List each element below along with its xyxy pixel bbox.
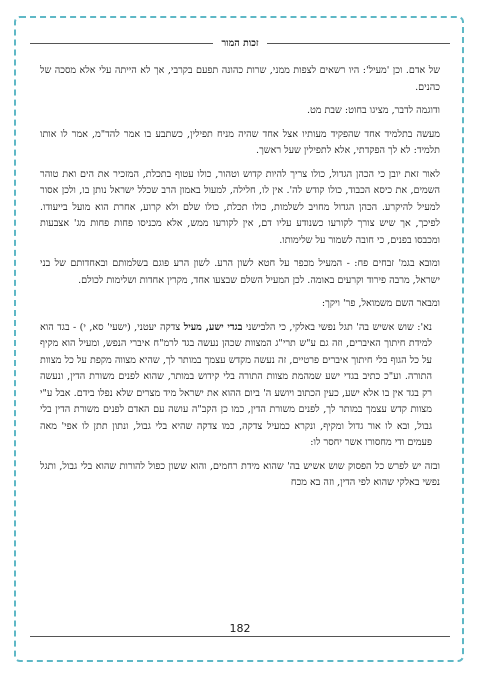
page-number: 182	[229, 622, 251, 635]
quote-bold-phrase: בגדי ישע, מעיל	[183, 321, 243, 333]
footer-rule	[30, 636, 450, 637]
quote-block	[40, 320, 440, 452]
paragraph: ודוגמה לדבר, מציגו בחוט: שבת מט.	[306, 105, 440, 116]
paragraph: מעשה בתלמיד אחד שהפקיד מעותיו אצל אחד שהיה מניח תפילין, כשתבע בו אמר להד"מ, אמר לו אותו תלמיד: לא לך הפקדתי, אלא לתפילין שעל ראשך.	[40, 128, 440, 156]
paragraph: של אדם. וכן 'מעיל': היו רשאים לצפות ממני, שרות כהונה תפעם בקרבי, אך לא הייתה עלי אלא מסכה של כהנים.	[40, 65, 440, 93]
paragraph: לאור זאת יובן כי הכהן הגדול, כולו צריך להיות קדוש וטהור, כולו עטוף בתכלת, המזכיר את הים ואת טוהר השמים, את כיסא הכבוד, כולו קודש לה'. אין לו, חלילה, למעול באמון הרב שכלל ישראל נותן בו, ולכן אסור למעיל להיקרע. הכהן הגדול מחויב לשלמות, כולו תכלת, כולו שלם ולא קרוע, אחרת הוא מועל בייעודו. לפיכך, אך שיש צורך לקורעו כשנודע עליו דם, אין לקורעו ממש, אלא מכניסו פחות פחות מג' אצבעות ומכבסו בפנים, כי חובה לשמור על שלימותו.	[40, 168, 440, 246]
running-title: זכות המור	[221, 37, 259, 49]
quote-rest: צדקה יעטני, (ישעי' סא, י) - בגד הוא למידת חיתוך האיברים, וזה גם ע"ש תרי"ג המצוות שכהן נעשה בגד לרמ"ח איברי הנפש, ומעיל הוא מקיף על כל הגוף בלי חיתוך איברים פרטיים, זה נעשה מקדש עצמך במותר לך, שהיא מצווה מקפת על כל מצוות התורה. וע"כ כתיב בגדי ישע שמהמת מצוות התורה בלי קידוש במותר, שהוא לפנים משורת הדין, ונעשה רק בגד אין בו אלא ישע, כעין הכתוב ויושע ה' ביום ההוא את ישראל מיד מצרים שלא נפלו בידם. אבל ע"י מצוות קדש עצמך במותר לך, לפנים משורת הדין, כמו כן הקב"ה עושה עם האדם לפנים משורת הדין בלי גבול, ובא לו אור גדול ומקיף, ונקרא כמעיל צדקה, כמו צדקה שהיא בלי גבול, ונתון תתן לו אפי' מאה פעמים ודי מחסורו אשר יחסר לו:	[40, 321, 432, 448]
paragraph: ומובא בגמ' זבחים פח: - המעיל מכפר על חטא לשון הרע. לשון הרע פוגם בשלמותם ובאחדותם של בני ישראל, מרבה פירוד וקרעים באומה. לכן המעיל השלם שבצעו אחד, מקרין אחדות ושלימות לכולם.	[40, 258, 440, 286]
closing-paragraph: ובזה יש לפרש כל הפסוק שוש אשיש בה' שהוא מידת רחמים, והוא ששון כפול להורות שהוא בלי גבול, ותגל נפשי באלקי שהוא לפי הדין, וזה בא מכח	[40, 460, 440, 488]
paragraph: ומבאר השם משמואל, פר' ויקך:	[321, 298, 440, 309]
body-text	[40, 63, 440, 633]
running-header	[30, 34, 450, 52]
header-rule-left	[30, 43, 213, 44]
quote-lead: נא': שוש אשיש בה' תגל נפשי באלקי, כי הלבישני	[245, 321, 432, 333]
header-rule-right	[267, 43, 450, 44]
